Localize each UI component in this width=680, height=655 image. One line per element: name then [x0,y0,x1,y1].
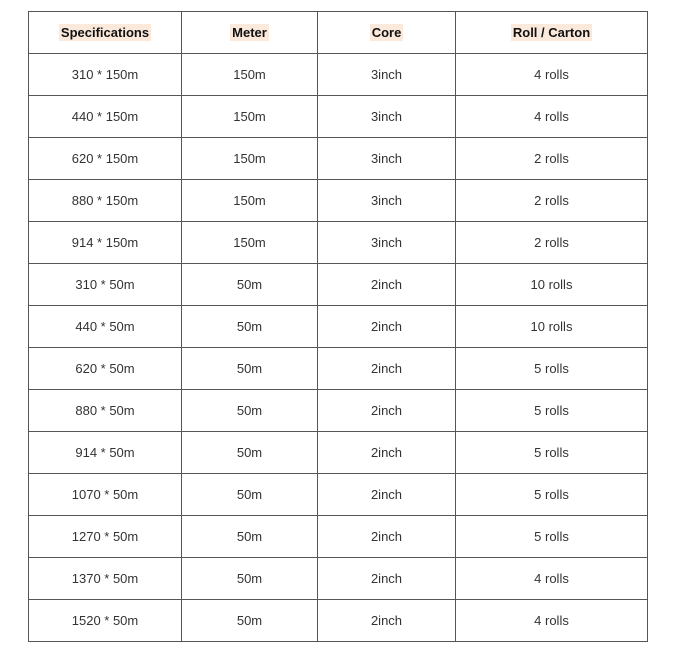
cell-specification: 620 * 50m [29,348,182,390]
cell-specification: 880 * 150m [29,180,182,222]
header-row [29,12,648,54]
table-row [29,516,648,558]
cell-core: 2inch [318,432,456,474]
cell-core: 2inch [318,264,456,306]
cell-core: 3inch [318,138,456,180]
cell-roll-carton: 10 rolls [456,264,648,306]
table-row [29,54,648,96]
cell-roll-carton: 4 rolls [456,600,648,642]
table-row [29,474,648,516]
cell-roll-carton: 2 rolls [456,222,648,264]
cell-roll-carton: 4 rolls [456,54,648,96]
cell-meter: 50m [182,600,318,642]
cell-roll-carton: 4 rolls [456,558,648,600]
table-row [29,390,648,432]
cell-meter: 150m [182,96,318,138]
table-body [29,54,648,642]
cell-roll-carton: 5 rolls [456,432,648,474]
cell-roll-carton: 2 rolls [456,180,648,222]
header-label: Meter [232,25,267,40]
cell-core: 2inch [318,558,456,600]
table-row [29,432,648,474]
cell-specification: 1520 * 50m [29,600,182,642]
table-row [29,348,648,390]
header-roll-carton [456,12,648,54]
cell-specification: 1370 * 50m [29,558,182,600]
cell-specification: 310 * 50m [29,264,182,306]
cell-core: 2inch [318,306,456,348]
cell-meter: 150m [182,222,318,264]
cell-core: 3inch [318,180,456,222]
header-label: Roll / Carton [512,25,591,40]
table-row [29,180,648,222]
cell-roll-carton: 5 rolls [456,474,648,516]
cell-specification: 1270 * 50m [29,516,182,558]
cell-roll-carton: 2 rolls [456,138,648,180]
cell-core: 2inch [318,516,456,558]
cell-specification: 440 * 50m [29,306,182,348]
table-row [29,558,648,600]
cell-meter: 50m [182,348,318,390]
cell-core: 2inch [318,600,456,642]
cell-specification: 880 * 50m [29,390,182,432]
cell-meter: 150m [182,54,318,96]
cell-roll-carton: 10 rolls [456,306,648,348]
cell-roll-carton: 5 rolls [456,390,648,432]
spec-table [28,11,648,642]
cell-core: 3inch [318,96,456,138]
cell-core: 2inch [318,390,456,432]
cell-specification: 914 * 150m [29,222,182,264]
cell-meter: 50m [182,264,318,306]
header-label: Specifications [60,25,150,40]
cell-core: 2inch [318,348,456,390]
cell-specification: 1070 * 50m [29,474,182,516]
header-label: Core [371,25,402,40]
cell-roll-carton: 5 rolls [456,348,648,390]
cell-meter: 150m [182,138,318,180]
cell-meter: 50m [182,432,318,474]
cell-core: 2inch [318,474,456,516]
cell-meter: 50m [182,390,318,432]
cell-specification: 440 * 150m [29,96,182,138]
table-row [29,264,648,306]
cell-meter: 150m [182,180,318,222]
cell-specification: 914 * 50m [29,432,182,474]
cell-specification: 620 * 150m [29,138,182,180]
table-row [29,600,648,642]
cell-specification: 310 * 150m [29,54,182,96]
table-row [29,138,648,180]
cell-roll-carton: 5 rolls [456,516,648,558]
table-row [29,306,648,348]
header-meter [182,12,318,54]
cell-meter: 50m [182,516,318,558]
header-specifications [29,12,182,54]
table-row [29,222,648,264]
table-header [29,12,648,54]
cell-core: 3inch [318,222,456,264]
cell-roll-carton: 4 rolls [456,96,648,138]
cell-meter: 50m [182,474,318,516]
cell-meter: 50m [182,306,318,348]
table-row [29,96,648,138]
cell-meter: 50m [182,558,318,600]
header-core [318,12,456,54]
cell-core: 3inch [318,54,456,96]
